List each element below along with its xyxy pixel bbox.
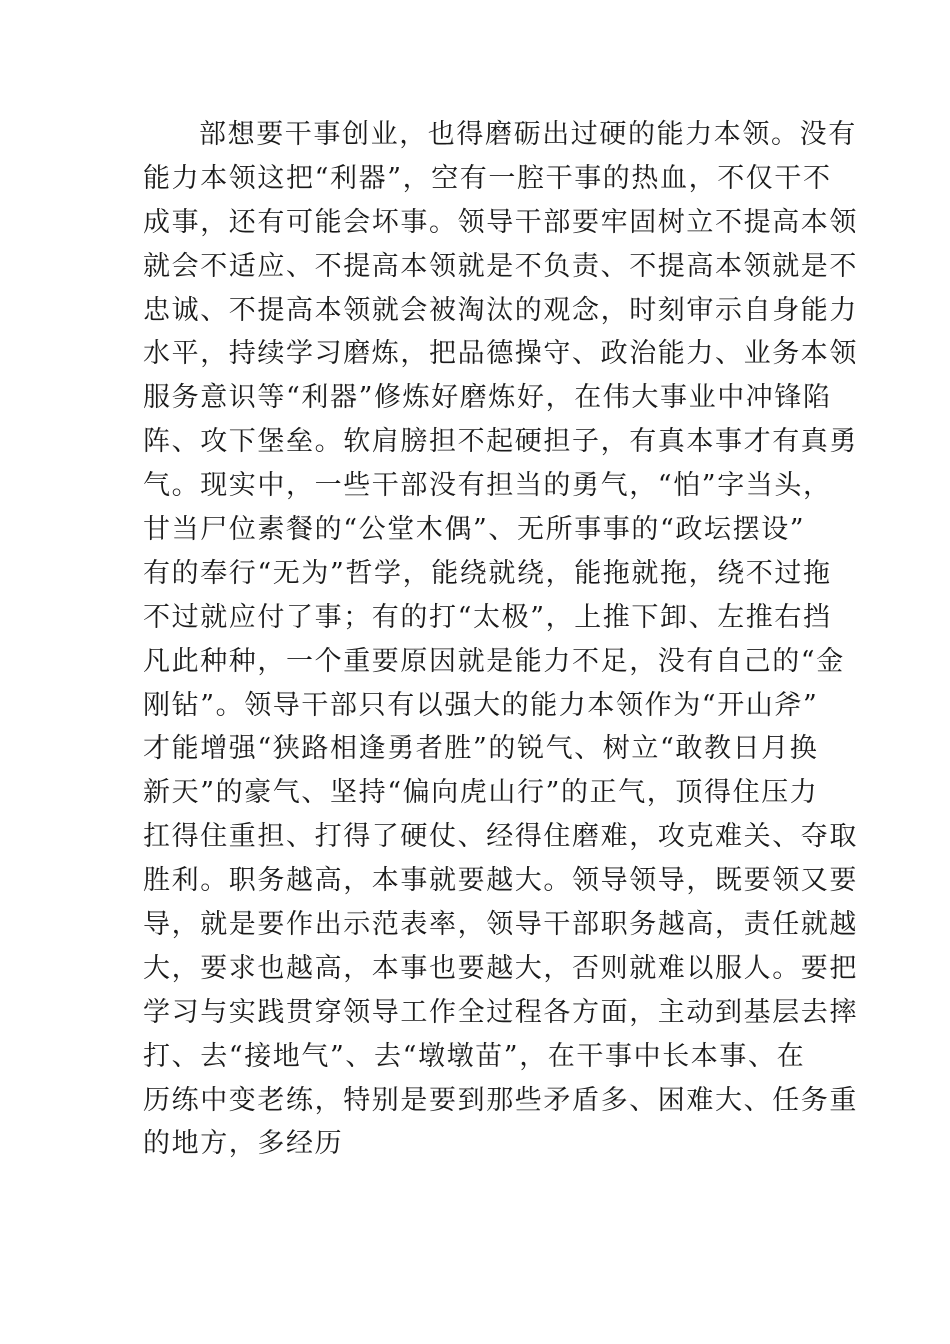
text-line: 才能增强“狭路相逢勇者胜”的锐气、树立“敢教日月换 [143,733,819,765]
text-line: 成事，还有可能会坏事。领导干部要牢固树立不提高本领 [143,206,858,238]
text-line: 打、去“接地气”、去“墩墩苗”，在干事中长本事、在 [143,1040,806,1072]
text-line: 胜利。职务越高，本事就要越大。领导领导，既要领又要 [143,865,858,897]
text-line: 的地方，多经历 [143,1128,344,1160]
text-line: 阵、攻下堡垒。软肩膀担不起硬担子，有真本事才有真勇 [143,426,858,458]
text-line: 水平，持续学习磨炼，把品德操守、政治能力、业务本领 [143,338,858,370]
text-line: 不过就应付了事；有的打“太极”，上推下卸、左推右挡 [143,601,832,633]
text-line: 有的奉行“无为”哲学，能绕就绕，能拖就拖，绕不过拖 [143,557,832,589]
text-line: 部想要干事创业，也得磨砺出过硬的能力本领。没有 [199,119,857,150]
body-paragraph [143,113,858,1166]
text-line: 历练中变老练，特别是要到那些矛盾多、困难大、任务重 [143,1084,858,1116]
text-line: 导，就是要作出示范表率，领导干部职务越高，责任就越 [143,909,858,941]
text-line: 服务意识等“利器”修炼好磨炼好，在伟大事业中冲锋陷 [143,382,832,414]
text-line: 凡此种种，一个重要原因就是能力不足，没有自己的“金 [143,645,845,677]
text-line: 甘当尸位素餐的“公堂木偶”、无所事事的“政坛摆设” [143,514,806,546]
text-line: 刚钻”。领导干部只有以强大的能力本领作为“开山斧” [143,689,819,721]
text-line: 气。现实中，一些干部没有担当的勇气，“怕”字当头， [143,470,832,502]
text-line: 学习与实践贯穿领导工作全过程各方面，主动到基层去摔 [143,996,858,1028]
text-line: 大，要求也越高，本事也要越大，否则就难以服人。要把 [143,952,858,984]
text-line: 扛得住重担、打得了硬仗、经得住磨难，攻克难关、夺取 [143,821,858,853]
text-line: 新天”的豪气、坚持“偏向虎山行”的正气，顶得住压力 [143,777,819,809]
text-line: 就会不适应、不提高本领就是不负责、不提高本领就是不 [143,250,858,282]
text-line: 能力本领这把“利器”，空有一腔干事的热血，不仅干不 [143,162,832,194]
text-line: 忠诚、不提高本领就会被淘汰的观念，时刻审示自身能力 [143,294,858,326]
